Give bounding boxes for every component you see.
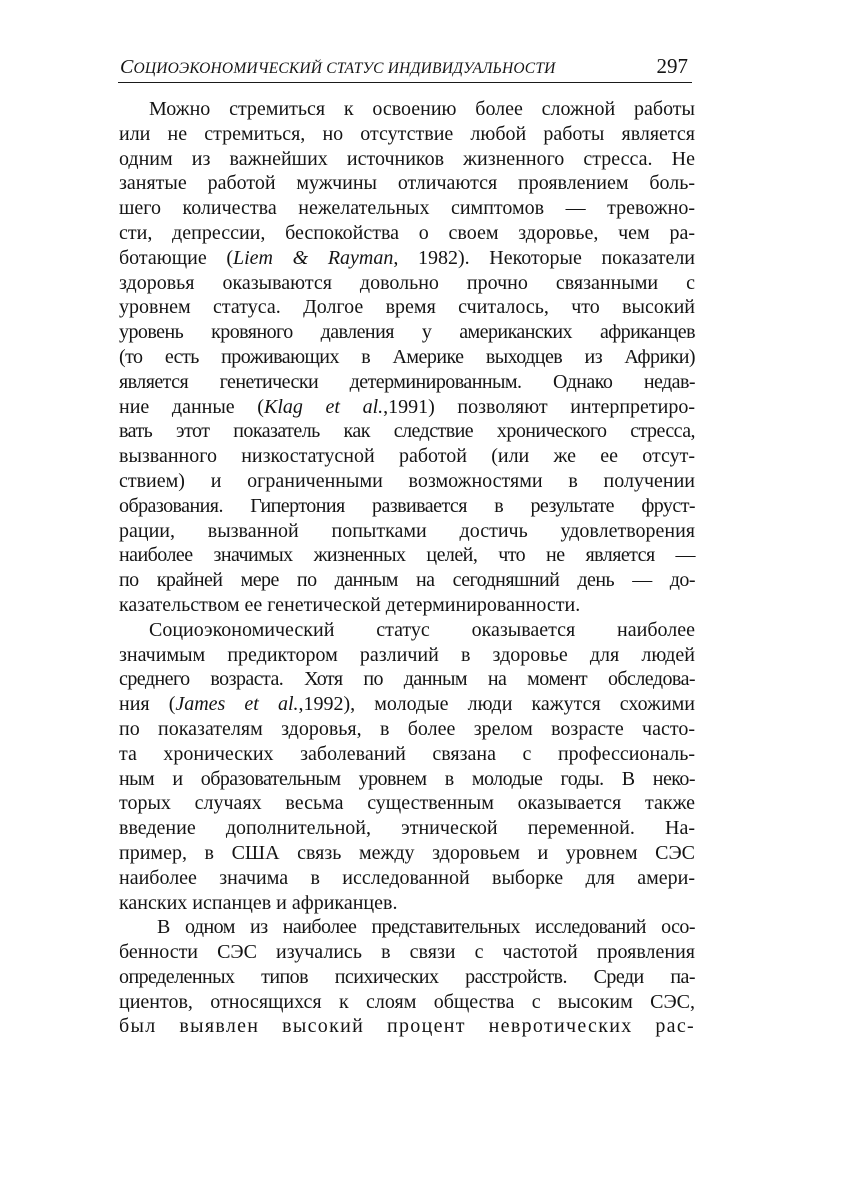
running-title-rest: ОЦИОЭКОНОМИЧЕСКИЙ СТАТУС ИНДИВИДУАЛЬНОСТИ: [133, 60, 556, 77]
text-line: значимым предиктором различий в здоровье для людей: [119, 643, 695, 666]
text-line: уровень кровяного давления у американских африканцев: [119, 321, 695, 344]
text-line: по показателям здоровья, в более зрелом возрасте часто-: [119, 717, 695, 740]
citation-authors: Klag et al.: [263, 395, 384, 418]
text-line: уровнем статуса. Долгое время считалось, что высокий: [119, 296, 695, 319]
text-line: определенных типов психических расстройств. Среди па-: [119, 965, 695, 988]
body-text: [119, 97, 695, 1039]
text-line: наиболее значима в исследованной выборке для амери-: [119, 866, 695, 889]
text-line: [119, 395, 695, 420]
text-segment: ботающие (: [119, 246, 233, 269]
text-line: [119, 246, 695, 271]
text-segment: ,1991) позволяют интерпретиро-: [383, 395, 696, 418]
text-line: шего количества нежелательных симптомов — тревожно-: [119, 197, 695, 220]
text-line: Можно стремиться к освоению более сложной работы: [149, 98, 695, 120]
text-line: казательством ее генетической детерминированности.: [119, 593, 581, 616]
text-line: ным и образовательным уровнем в молодые годы. В неко-: [119, 767, 695, 790]
text-line: сти, депрессии, беспокойства о своем здоровье, чем ра-: [119, 221, 695, 244]
running-title-initial: С: [120, 56, 134, 78]
page-number: 297: [656, 54, 688, 78]
text-line: по крайней мере по данным на сегодняшний день — до-: [119, 569, 695, 592]
text-line: торых случаях весьма существенным оказывается также: [119, 792, 695, 815]
text-line: канских испанцев и африканцев.: [119, 891, 398, 914]
text-line: Социоэкономический статус оказывается наиболее: [149, 618, 695, 641]
text-segment: ния (: [119, 693, 176, 716]
running-title: [120, 56, 556, 79]
text-line: бенности СЭС изучались в связи с частотой проявления: [119, 941, 695, 964]
text-line: одним из важнейших источников жизненного стресса. Не: [119, 147, 695, 170]
running-header: [118, 52, 692, 83]
text-line: (то есть проживающих в Америке выходцев из Африки): [119, 345, 695, 368]
text-segment: ние данные (: [119, 395, 264, 418]
text-line: введение дополнительной, этнической переменной. На-: [119, 817, 695, 840]
text-line: является генетически детерминированным. Однако недав-: [119, 370, 695, 393]
text-line: занятые работой мужчины отличаются проявлением боль-: [119, 172, 695, 195]
text-line: В одном из наиболее представительных исследований осо-: [157, 916, 695, 939]
text-line: ствием) и ограниченными возможностями в получении: [119, 469, 695, 492]
text-line: был выявлен высокий процент невротических рас-: [119, 1015, 695, 1038]
paragraph-1: [119, 97, 695, 618]
citation-authors: James et al.: [175, 693, 299, 716]
citation-authors: Liem & Rayman: [233, 246, 394, 269]
text-line: циентов, относящихся к слоям общества с высоким СЭС,: [119, 990, 695, 1013]
text-line: наиболее значимых жизненных целей, что не является —: [119, 544, 695, 567]
text-line: образования. Гипертония развивается в результате фруст-: [119, 494, 695, 517]
text-line: здоровья оказываются довольно прочно связанными с: [119, 271, 695, 294]
text-line: пример, в США связь между здоровьем и уровнем СЭС: [119, 841, 695, 864]
paragraph-2: [119, 618, 695, 916]
text-line: та хронических заболеваний связана с профессиональ-: [119, 742, 695, 765]
paragraph-3: [119, 915, 695, 1039]
text-segment: ,1992), молодые люди кажутся схожими: [298, 693, 696, 716]
text-line: или не стремиться, но отсутствие любой работы является: [119, 122, 695, 145]
text-line: [119, 692, 695, 717]
text-line: вызванного низкостатусной работой (или же ее отсут-: [119, 445, 695, 468]
text-segment: , 1982). Некоторые показатели: [393, 246, 696, 269]
text-line: среднего возраста. Хотя по данным на момент обследова-: [119, 668, 695, 691]
text-line: рации, вызванной попытками достичь удовлетворения: [119, 519, 695, 542]
text-line: вать этот показатель как следствие хронического стресса,: [119, 420, 695, 443]
